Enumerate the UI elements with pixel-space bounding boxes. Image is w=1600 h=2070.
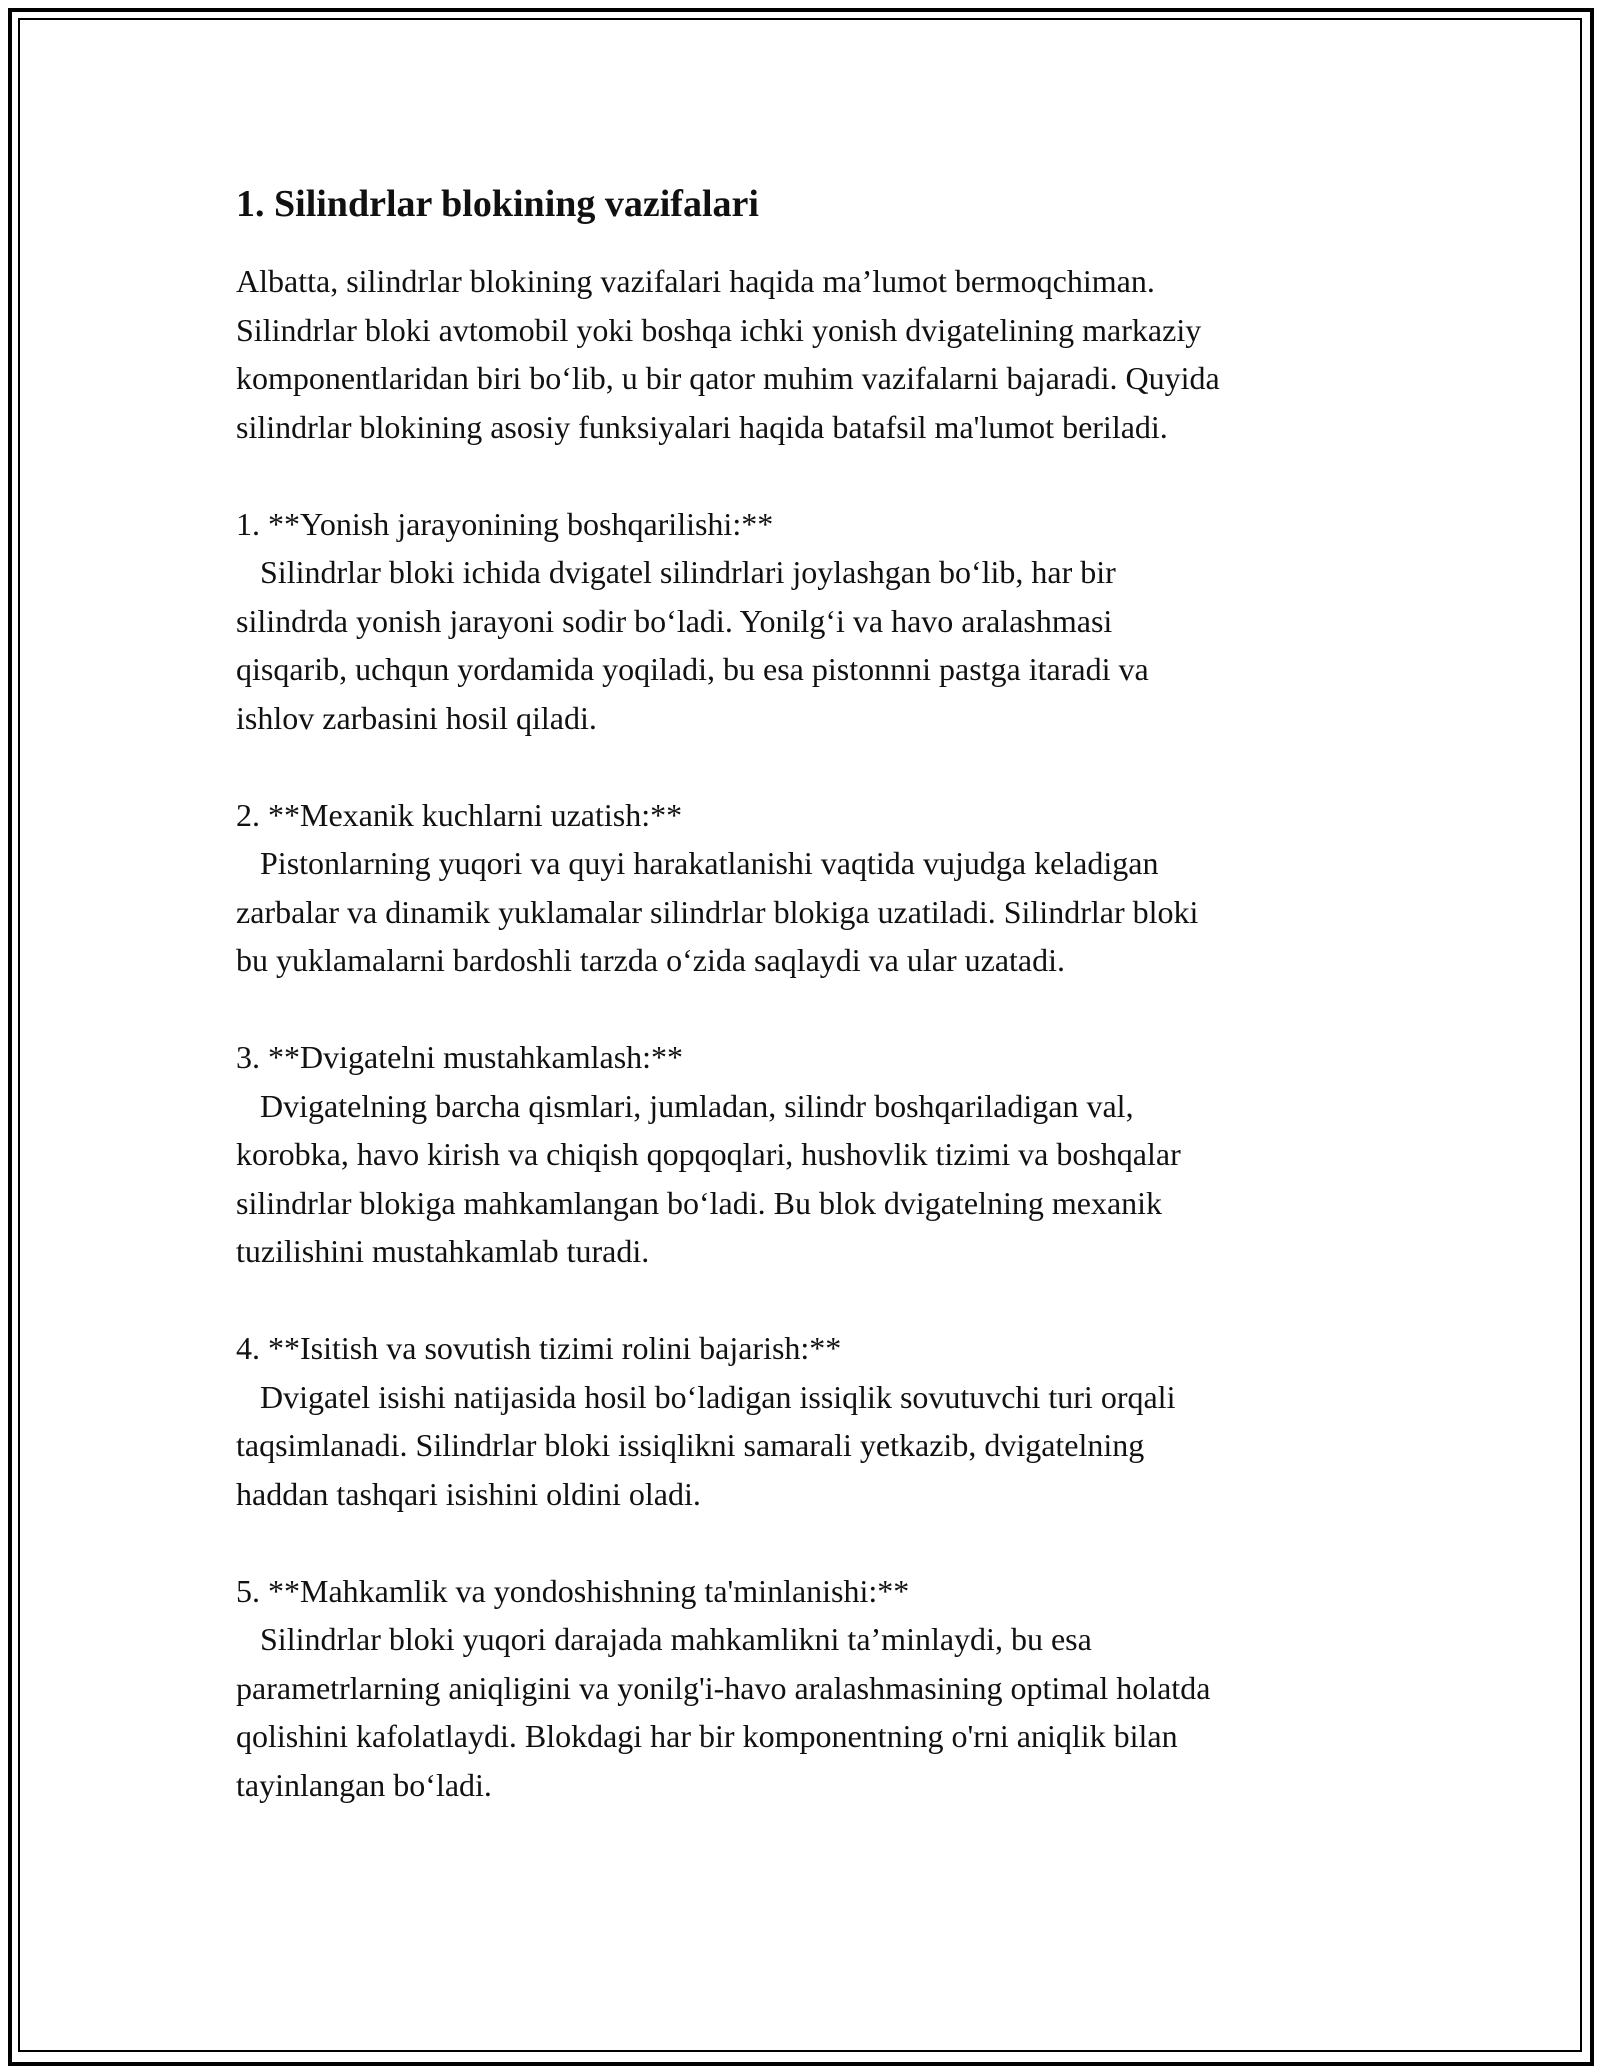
section-3: [236, 1033, 1376, 1276]
document-title: 1. Silindrlar blokining vazifalari: [236, 183, 759, 225]
section-5: [236, 1567, 1376, 1810]
section-heading: 4. **Isitish va sovutish tizimi rolini bajarish:**: [236, 1330, 842, 1367]
document-body: [236, 180, 1376, 1809]
section-heading: 3. **Dvigatelni mustahkamlash:**: [236, 1039, 684, 1076]
paragraph-spacer: [236, 1518, 1376, 1567]
section-body: Silindrlar bloki ichida dvigatel silindrlari joylashgan bo‘lib, har bir silindrda yonish jarayoni sodir bo‘ladi. Yonilg‘i va havo aralashmasi qisqarib, uchqun yordamida yoqiladi, bu esa pistonnni pastga itaradi va ishlov zarbasini hosil qiladi.: [236, 554, 1149, 736]
paragraph-spacer: [236, 742, 1376, 791]
intro-paragraph: Albatta, silindrlar blokining vazifalari haqida ma’lumot bermoqchiman. Silindrlar bloki avtomobil yoki boshqa ichki yonish dvigatelining markaziy komponentlaridan biri bo‘lib, u bir qator muhim vazifalarni bajaradi. Quyida silindrlar blokining asosiy funksiyalari haqida batafsil ma'lumot beriladi.: [236, 263, 1220, 445]
section-heading: 1. **Yonish jarayonining boshqarilishi:**: [236, 505, 774, 542]
paragraph-spacer: [236, 985, 1376, 1034]
section-body: Dvigatel isishi natijasida hosil bo‘ladigan issiqlik sovutuvchi turi orqali taqsimlanadi. Silindrlar bloki issiqlikni samarali yetkazib, dvigatelning haddan tashqari isishini oldini oladi.: [236, 1378, 1176, 1512]
section-4: [236, 1324, 1376, 1518]
section-1: [236, 500, 1376, 743]
paragraph-spacer: [236, 1276, 1376, 1325]
section-2: [236, 791, 1376, 985]
section-body: Pistonlarning yuqori va quyi harakatlanishi vaqtida vujudga keladigan zarbalar va dinamik yuklamalar silindrlar blokiga uzatiladi. Silindrlar bloki bu yuklamalarni bardoshli tarzda o‘zida saqlaydi va ular uzatadi.: [236, 845, 1199, 979]
section-body: Dvigatelning barcha qismlari, jumladan, silindr boshqariladigan val, korobka, havo kirish va chiqish qopqoqlari, hushovlik tizimi va boshqalar silindrlar blokiga mahkamlangan bo‘ladi. Bu blok dvigatelning mexanik tuzilishini mustahkamlab turadi.: [236, 1087, 1181, 1270]
section-body: Silindrlar bloki yuqori darajada mahkamlikni ta’minlaydi, bu esa parametrlarning aniqligini va yonilg'i-havo aralashmasining optimal holatda qolishini kafolatlaydi. Blokdagi har bir komponentning o'rni aniqlik bilan tayinlangan bo‘ladi.: [236, 1621, 1211, 1803]
paragraph-spacer: [236, 451, 1376, 500]
section-heading: 5. **Mahkamlik va yondoshishning ta'minlanishi:**: [236, 1572, 910, 1609]
section-heading: 2. **Mexanik kuchlarni uzatish:**: [236, 796, 683, 833]
